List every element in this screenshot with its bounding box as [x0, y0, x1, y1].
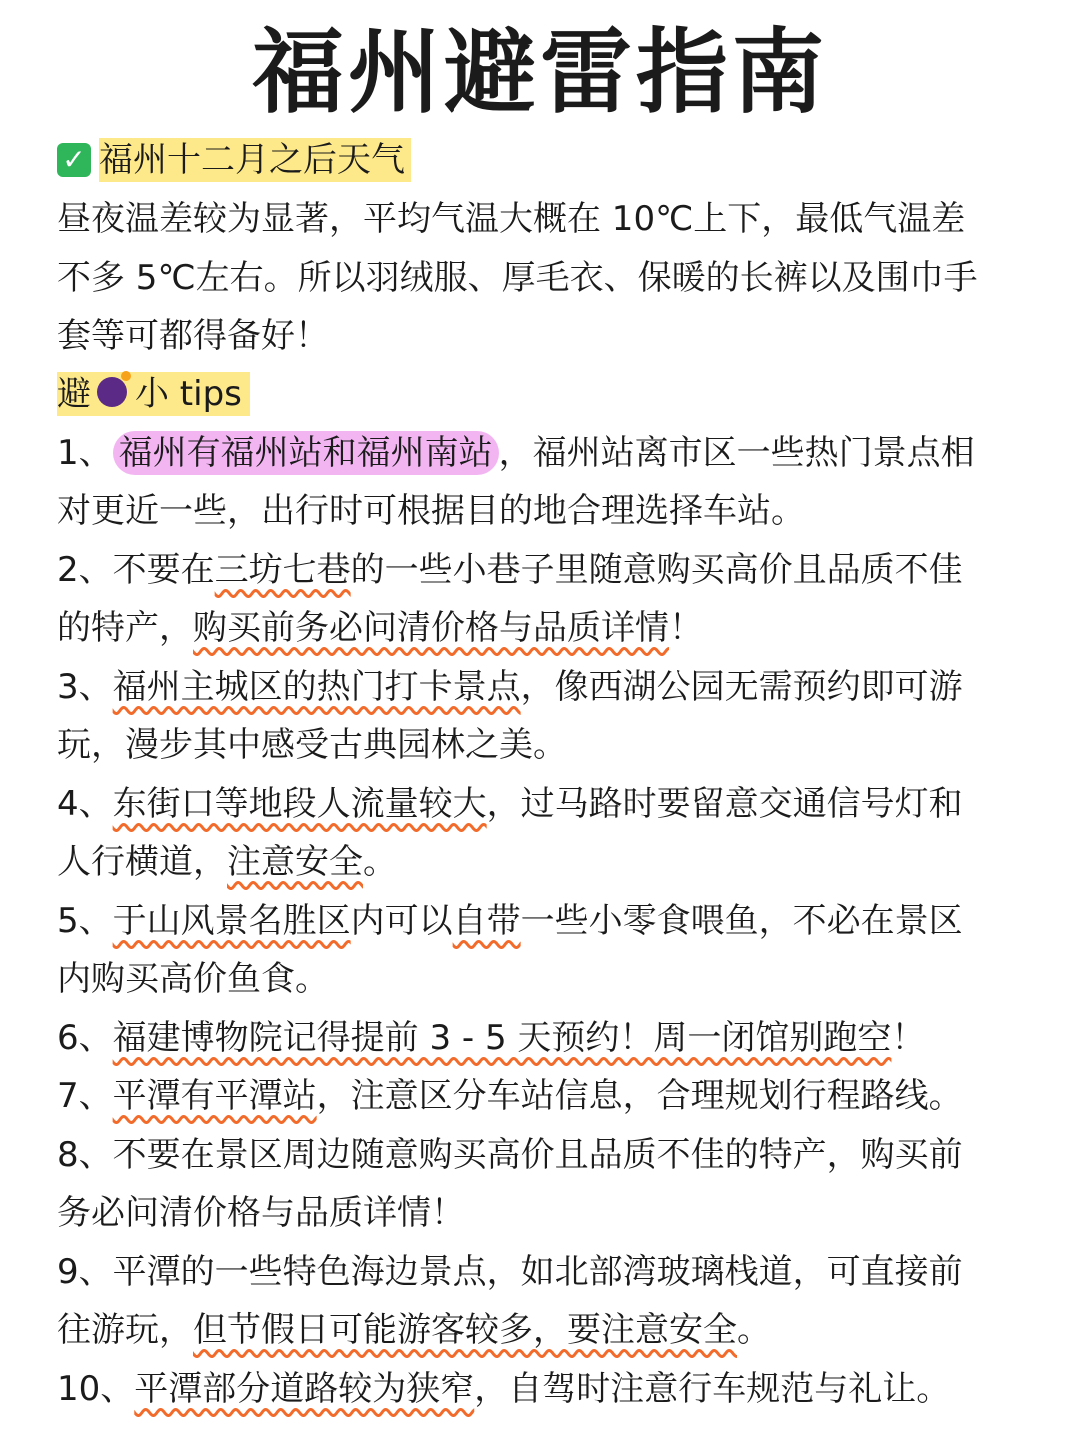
bomb-icon — [97, 377, 127, 407]
tip-number: 10、 — [57, 1369, 135, 1409]
tip-5-line-2: 内购买高价鱼食。 — [57, 959, 329, 999]
tip-8-line-1: 8、不要在景区周边随意购买高价且品质不佳的特产，购买前 — [57, 1135, 963, 1175]
tip-number: 7、 — [57, 1076, 113, 1116]
tip-4-underline-2: 注意安全 — [227, 842, 363, 882]
tip-text: ！ — [891, 1018, 926, 1058]
tip-text: ，注意区分车站信息，合理规划行程路线。 — [316, 1076, 963, 1116]
tip-2-line-2 — [57, 605, 703, 651]
tip-9-line-2 — [57, 1307, 771, 1353]
tips-heading-prefix: 避 — [57, 374, 91, 414]
tip-number: 1、 — [57, 433, 113, 473]
tip-text: 2、不要在 — [57, 550, 215, 590]
tip-7-line-1 — [57, 1073, 963, 1119]
tip-text: 。 — [737, 1310, 771, 1350]
tip-4-line-2 — [57, 839, 397, 885]
weather-heading-row — [57, 137, 411, 183]
tip-5-line-1 — [57, 898, 963, 944]
tip-6-underline: 福建博物院记得提前 3 - 5 天预约！周一闭馆别跑空 — [112, 1018, 892, 1058]
tip-1-highlight: 福州有福州站和福州南站 — [113, 431, 499, 475]
tip-8-line-2: 务必问清价格与品质详情！ — [57, 1193, 465, 1233]
tip-number: 5、 — [57, 901, 113, 941]
tip-10-underline: 平潭部分道路较为狭窄 — [134, 1369, 475, 1409]
tip-9-underline: 但节假日可能游客较多，要注意安全 — [193, 1310, 737, 1350]
tip-text: 。 — [363, 842, 397, 882]
page-title: 福州避雷指南 — [251, 19, 828, 126]
tip-number: 6、 — [57, 1018, 113, 1058]
tip-number: 4、 — [57, 784, 113, 824]
weather-line-2: 不多 5℃左右。所以羽绒服、厚毛衣、保暖的长裤以及围巾手 — [57, 258, 978, 298]
tip-text: 的一些小巷子里随意购买高价且品质不佳 — [350, 550, 963, 590]
tips-heading-suffix: 小 tips — [135, 374, 242, 414]
tip-10-line-1 — [57, 1366, 950, 1412]
tip-3-underline: 福州主城区的热门打卡景点 — [112, 667, 521, 707]
tip-text: 一些小零食喂鱼，不必在景区 — [520, 901, 963, 941]
tip-1-line-2: 对更近一些，出行时可根据目的地合理选择车站。 — [57, 491, 805, 531]
weather-line-3: 套等可都得备好！ — [57, 316, 329, 356]
tip-text: ，像西湖公园无需预约即可游 — [520, 667, 963, 707]
tip-text: ！ — [669, 608, 703, 648]
tip-number: 3、 — [57, 667, 113, 707]
tips-heading — [57, 371, 250, 417]
tip-7-underline: 平潭有平潭站 — [112, 1076, 317, 1116]
tip-9-line-1: 9、平潭的一些特色海边景点，如北部湾玻璃栈道，可直接前 — [57, 1252, 963, 1292]
tip-text: ，自驾时注意行车规范与礼让。 — [474, 1369, 951, 1409]
weather-heading: 福州十二月之后天气 — [99, 138, 411, 182]
weather-line-1: 昼夜温差较为显著，平均气温大概在 10℃上下，最低气温差 — [57, 199, 966, 239]
check-icon: ✓ — [57, 143, 91, 177]
tip-text: 人行横道， — [57, 842, 227, 882]
tip-2-underline: 三坊七巷 — [214, 550, 351, 590]
tip-2-underline-2: 购买前务必问清价格与品质详情 — [193, 608, 669, 648]
tip-3-line-1 — [57, 664, 963, 710]
tip-3-line-2: 玩，漫步其中感受古典园林之美。 — [57, 725, 567, 765]
tip-2-line-1 — [57, 547, 963, 593]
tip-text: 内可以 — [350, 901, 453, 941]
tip-4-underline: 东街口等地段人流量较大 — [112, 784, 487, 824]
tip-5-underline: 于山风景名胜区 — [112, 901, 351, 941]
tip-text: ，福州站离市区一些热门景点相 — [498, 433, 975, 473]
tip-text: ，过马路时要留意交通信号灯和 — [486, 784, 963, 824]
tip-6-line-1 — [57, 1015, 925, 1061]
tip-1-line-1 — [57, 430, 975, 476]
tip-5-underline-2: 自带 — [452, 901, 521, 941]
tip-text: 往游玩， — [57, 1310, 193, 1350]
tip-text: 的特产， — [57, 608, 193, 648]
tip-4-line-1 — [57, 781, 963, 827]
